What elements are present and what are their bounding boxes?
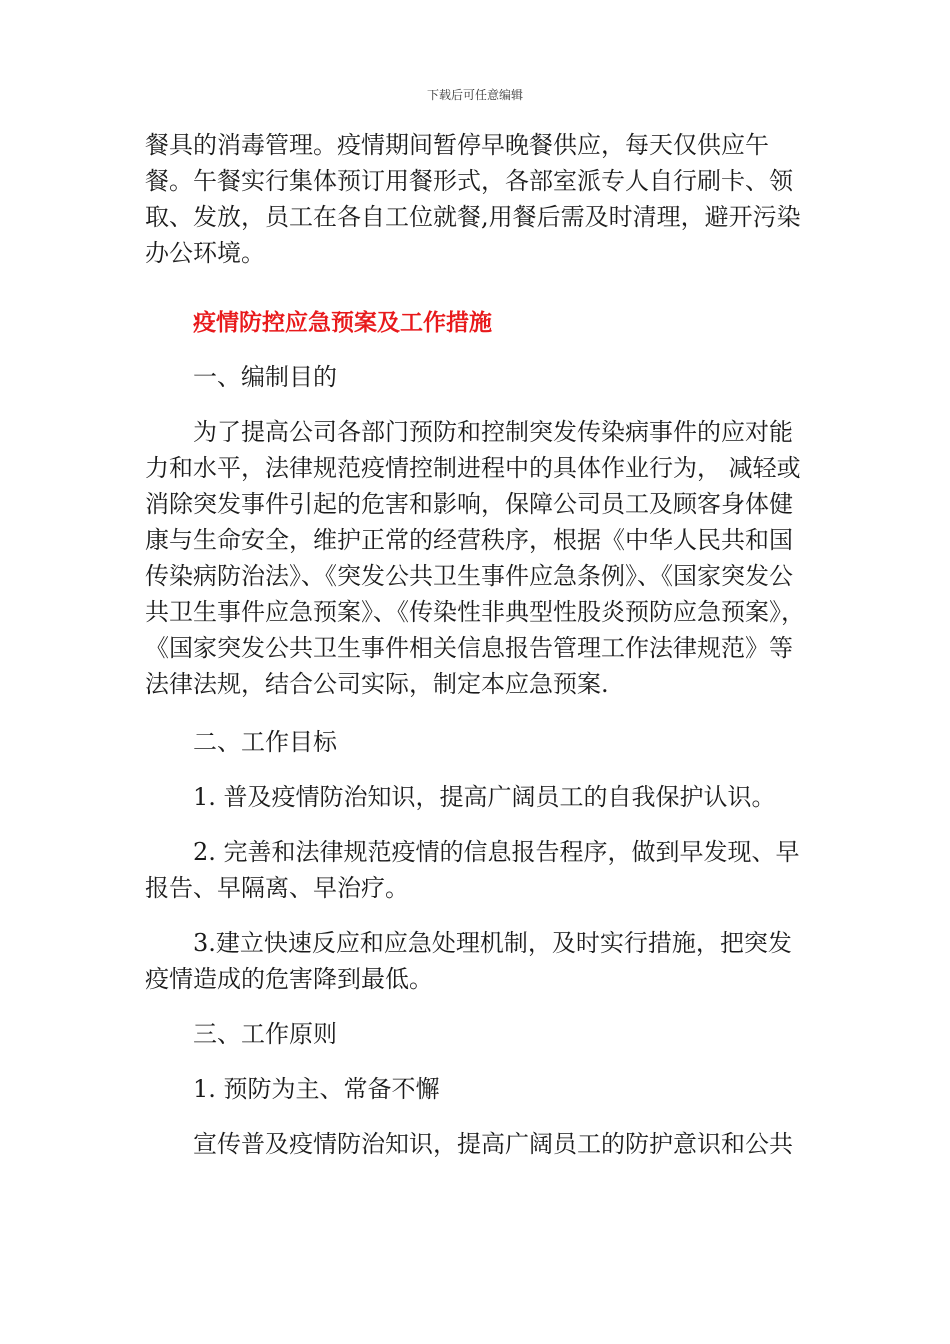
section-heading-purpose: 一、编制目的 xyxy=(193,363,337,391)
goal-item: 3.建立快速反应和应急处理机制，及时实行措施，把突发疫情造成的危害降到最低。 xyxy=(145,929,792,993)
page-header-note: 下载后可任意编辑 xyxy=(426,88,523,102)
goal-item: 2. 完善和法律规范疫情的信息报告程序，做到早发现、早报告、早隔离、早治疗。 xyxy=(145,838,800,902)
purpose-paragraph: 为了提高公司各部门预防和控制突发传染病事件的应对能力和水平，法律规范疫情控制进程中的具体作业行为， 减轻或消除突发事件引起的危害和影响，保障公司员工及顾客身体健康与生命安全，维护正常的经营秩序，根据《中华人民共和国传染病防治法》、《突发公共卫生事件应急条例》、《国家突发公共卫生事件应急预案》、《传染性非典型性股炎预防应急预案》，《国家突发公共卫生事件相关信息报告管理工作法律规范》等法律法规，结合公司实际，制定本应急预案. xyxy=(145,418,805,698)
section-heading-principles: 三、工作原则 xyxy=(193,1020,337,1048)
section-heading-goals: 二、工作目标 xyxy=(193,728,337,756)
continuation-paragraph: 餐具的消毒管理。疫情期间暂停早晚餐供应，每天仅供应午餐。午餐实行集体预订用餐形式，各部室派专人自行刷卡、领取、发放，员工在各自工位就餐,用餐后需及时清理，避开污染办公环境。 xyxy=(145,131,801,267)
goal-item: 1. 普及疫情防治知识，提高广阔员工的自我保护认识。 xyxy=(193,783,776,811)
principle-item: 1. 预防为主、常备不懈 xyxy=(193,1075,440,1103)
principle-paragraph: 宣传普及疫情防治知识，提高广阔员工的防护意识和公共 xyxy=(193,1130,793,1158)
document-title: 疫情防控应急预案及工作措施 xyxy=(193,309,492,336)
document-body xyxy=(145,127,805,1162)
